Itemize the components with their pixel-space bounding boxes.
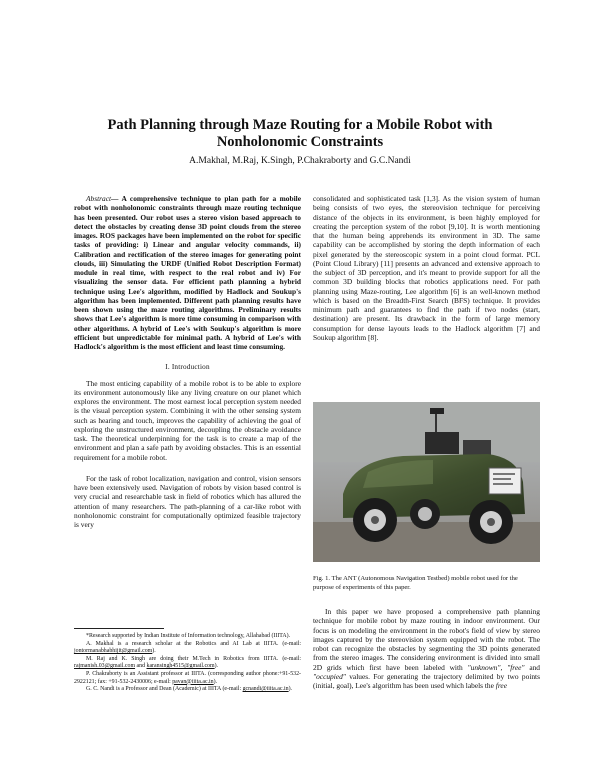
figure-caption: Fig. 1. The ANT (Autonomous Navigation Testbed) mobile robot used for the purpose of experiments of this paper. (313, 575, 518, 591)
email-link[interactable]: pavan@iiita.ac.in (172, 678, 214, 685)
footnote-3: M. Raj and K. Singh are doing their M.Tech in Robotics from IIITA. (e-mail: rajmanish.03@gmail.com and karansingh4515@gmail.com). (74, 655, 301, 670)
footnotes (74, 633, 301, 694)
right-paragraph-1: consolidated and sophisticated task [1,3]. As the vision system of human being consists of two eyes, the stereovision technique for perceiving distance of the objects in its environment, is been highly employed for creating the perception system of the robot [9,10]. It is worth mentioning that the human being apprehends its environment in 3D. The same capability can be accomplished by storing the depth information of each pixel generated by the stereoscopic system in a point cloud format. PCL (Point Cloud Library) [11] presents an advanced and extensive approach to the subject of 3D perception, and it's meant to provide support for all the common 3D building blocks that robotics applications need. For path planning using Maze-routing, Lee algorithm [6] is an well-known method which is based on the Breadth-First Search (BFS) technique. It provides minimum path and guarantees to find the path if two nodes (start, destination) are present. Its drawback in the form of large memory consumption for dense layouts leads to the Hadlock algorithm [7] and Soukup algorithm [8]. (313, 194, 540, 342)
right-column (313, 194, 540, 342)
footnote-5: G. C. Nandi is a Professor and Dean (Academic) at IIITA (e-mail: gcnandi@iiita.ac.in). (86, 686, 292, 693)
robot-photo-illustration (313, 402, 540, 562)
email-link[interactable]: rajmanish.03@gmail.com (74, 663, 136, 670)
email-link[interactable]: karansingh4515@gmail.com (146, 663, 215, 670)
email-link[interactable]: gcnandi@iiita.ac.in (242, 686, 289, 693)
email-link[interactable]: jontormanabhabhijit@gmail.com (74, 648, 153, 655)
right-paragraph-2-block (313, 607, 540, 690)
intro-paragraph-2: For the task of robot localization, navigation and control, vision sensors have been extensively used. Navigation of robots by vision based control is very crucial and researchable task in field of robotics which has allured the attention of many researchers. The path-planning of a car-like robot with nonholonomic constraint for computationally optimized feasible trajectory is very (74, 473, 301, 529)
paper-title (60, 117, 540, 151)
figure-robot-photo (313, 402, 540, 562)
footnote-2: A. Makhal is a research scholar at the Robotics and AI Lab at IIITA. (e-mail: jontormanabhabhijit@gmail.com). (74, 640, 301, 655)
intro-paragraph-1: The most enticing capability of a mobile robot is to be able to explore its environment autonomously like any living creature on our planet which explores the environment. The most earnest local perception system needed is the visual perception system. Combining it with the other sensing system such as hearing and touch, improves the capability of achieving the goal of exploring the unstructured environment, decoupling the obstacle avoidance task. The theoretical underpinning for the task is to create a map of the environment and plan a safe path by avoiding obstacles. This is an essential requirement for a mobile robot. (74, 378, 301, 462)
footnote-1: *Research supported by Indian Institute of Information technology, Allahabad (IIITA). (86, 633, 291, 639)
footnote-4: P. Chakraborty is an Assistant professor at IIITA. (corresponding author phone:+91-532-2922121; fax: +91-532-2430006; e-mail: pavan@iiita.ac.in). (74, 670, 301, 685)
right-paragraph-2: In this paper we have proposed a comprehensive path planning technique for mobile robot by maze routing in indoor environment. Our focus is on modeling the environment in the robot's field of view by stereo images captured by the stereovision system equipped with the robot. The robot can recognize the obstacles by segmenting the 3D points generated from the stereo images. The considering environment is divided into small 2D grids which first have been labeled with "unknown", "free" and "occupied" values. For generating the trajectory delimited by two points (initial, goal), Lee's algorithm has been used which labels the free (313, 607, 540, 690)
abstract-text: — A comprehensive technique to plan path for a mobile robot with nonholonomic constraints through maze routing technique has been presented. Our robot uses a stereo vision based approach to detect the obstacles by creating dense 3D point clouds from the stereo images. ROS packages have been implemented on the robot for specific tasks of providing: i) Linear and angular velocity commands, ii) Calibration and rectification of the stereo images for generating point clouds, iii) Simulating the URDF (Unified Robot Description Format) module in real time, with respect to the real robot and iv) For visualizing the sensor data. For efficient path planning a hybrid technique using Lee's algorithm, modified by Hadlock and Soukup's algorithm has been implemented. Different path planning results have been shown using the maze routing algorithms. Preliminary results shows that Lee's algorithm is more time consuming in comparison with other algorithms. A hybrid of Lee's with Soukup's algorithm is more efficient but unpredictable for minimal path. A hybrid of Lee's with Hadlock's algorithm is the most efficient and least time consuming. (74, 194, 301, 351)
title-line-2: Nonholonomic Constraints (216, 134, 384, 150)
footnote-rule (74, 628, 164, 629)
section-heading: I. Introduction (165, 363, 210, 372)
abstract (74, 194, 301, 351)
left-column (74, 194, 301, 529)
abstract-lead: Abstract (86, 194, 112, 203)
title-line-1: Path Planning through Maze Routing for a Mobile Robot with (107, 117, 493, 133)
authors: A.Makhal, M.Raj, K.Singh, P.Chakraborty and G.C.Nandi (189, 156, 411, 166)
